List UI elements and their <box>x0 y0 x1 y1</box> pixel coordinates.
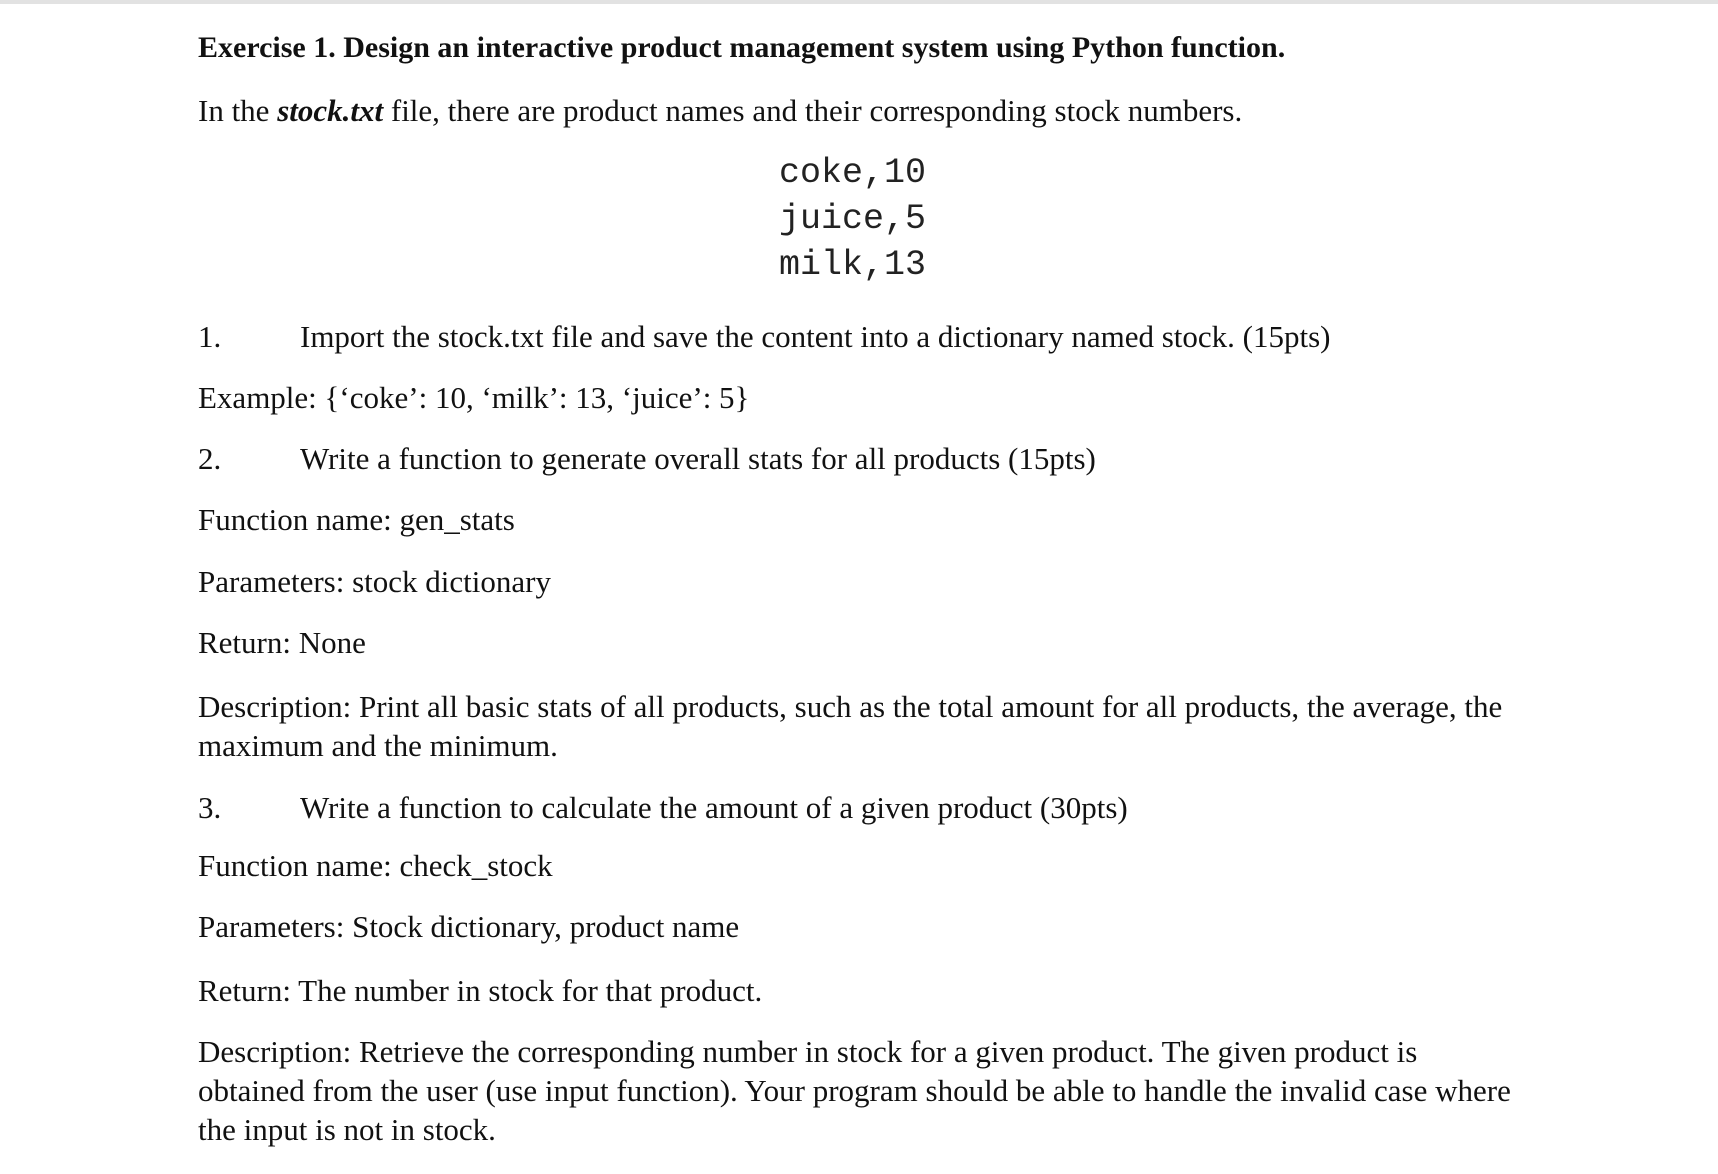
task2-return: Return: None <box>198 625 366 660</box>
task3-heading <box>198 789 1128 827</box>
page-top-border <box>0 0 1718 4</box>
task2-text: Write a function to generate overall stats for all products (15pts) <box>300 441 1096 476</box>
task3-description: Description: Retrieve the corresponding number in stock for a given product. The given product is obtained from the user (use input function). Your program should be able to handle the invalid case where the input is not in stock. <box>198 1034 1511 1147</box>
task3-parameters: Parameters: Stock dictionary, product name <box>198 909 740 944</box>
task2-description: Description: Print all basic stats of all products, such as the total amount for all products, the average, the maximum and the minimum. <box>198 689 1503 763</box>
task2-function-name: Function name: gen_stats <box>198 502 515 537</box>
intro-filename: stock.txt <box>277 93 384 128</box>
task1-heading <box>198 318 1330 356</box>
task1-text: Import the stock.txt file and save the content into a dictionary named stock. (15pts) <box>300 319 1331 354</box>
task2-number: 2. <box>198 441 222 476</box>
task3-number: 3. <box>198 790 222 825</box>
file-line: coke,10 <box>779 153 927 193</box>
intro-paragraph <box>198 92 1242 130</box>
exercise-title: Exercise 1. Design an interactive product management system using Python function. <box>198 31 1286 64</box>
task3-return: Return: The number in stock for that product. <box>198 973 763 1008</box>
file-line: milk,13 <box>779 245 927 285</box>
task3-function-name: Function name: check_stock <box>198 848 553 883</box>
task2-heading <box>198 440 1096 478</box>
task2-parameters: Parameters: stock dictionary <box>198 564 551 599</box>
task3-text: Write a function to calculate the amount of a given product (30pts) <box>300 790 1128 825</box>
intro-prefix: In the <box>198 93 278 128</box>
stock-file-sample <box>779 150 926 288</box>
intro-suffix: file, there are product names and their corresponding stock numbers. <box>383 93 1243 128</box>
task1-example: Example: {‘coke’: 10, ‘milk’: 13, ‘juice’: 5} <box>198 380 750 415</box>
task1-number: 1. <box>198 319 222 354</box>
file-line: juice,5 <box>779 199 927 239</box>
